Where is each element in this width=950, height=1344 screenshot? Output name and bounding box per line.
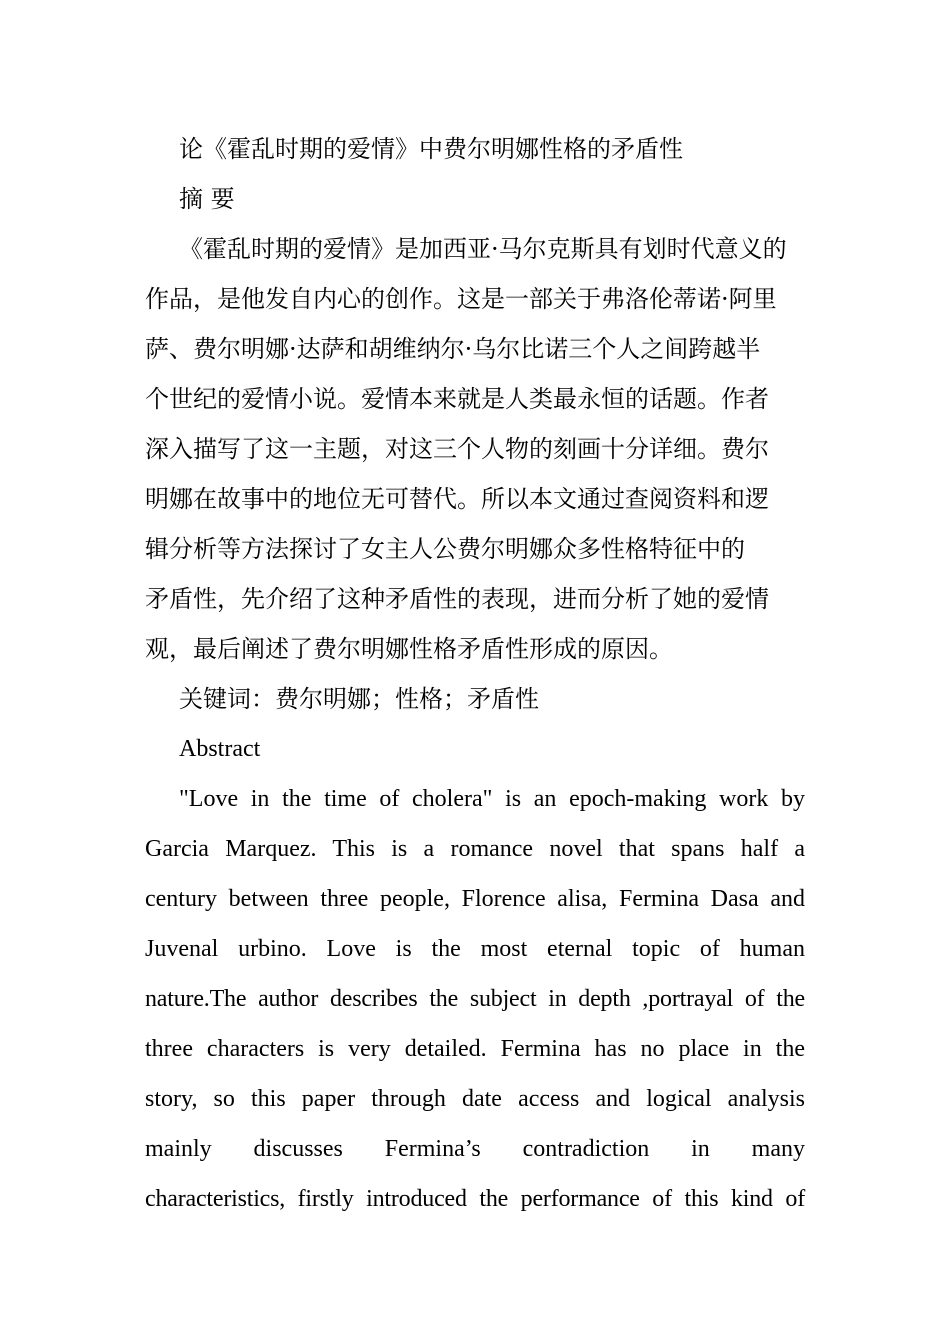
abstract-line-en: Garcia Marquez. This is a romance novel that spans half a (145, 836, 805, 862)
abstract-line-cn: 深入描写了这一主题，对这三个人物的刻画十分详细。费尔 (145, 435, 769, 463)
abstract-line-en: three characters is very detailed. Fermina has no place in the (145, 1036, 805, 1062)
abstract-line-cn: 作品，是他发自内心的创作。这是一部关于弗洛伦蒂诺·阿里 (145, 285, 777, 313)
abstract-line-en: story, so this paper through date access and logical analysis (145, 1086, 805, 1112)
abstract-line-cn: 个世纪的爱情小说。爱情本来就是人类最永恒的话题。作者 (145, 385, 769, 413)
abstract-line-cn: 矛盾性，先介绍了这种矛盾性的表现，进而分析了她的爱情 (145, 585, 769, 613)
abstract-line-en: characteristics, firstly introduced the performance of this kind of (145, 1186, 805, 1212)
abstract-line-cn: 观，最后阐述了费尔明娜性格矛盾性形成的原因。 (145, 635, 673, 663)
abstract-line-en: mainly discusses Fermina’s contradiction in many (145, 1136, 805, 1162)
abstract-line-cn: 辑分析等方法探讨了女主人公费尔明娜众多性格特征中的 (145, 535, 745, 563)
document-content (145, 124, 805, 1224)
abstract-line-cn: 《霍乱时期的爱情》是加西亚·马尔克斯具有划时代意义的 (179, 235, 787, 263)
abstract-heading-en: Abstract (179, 736, 261, 762)
paper-title: 论《霍乱时期的爱情》中费尔明娜性格的矛盾性 (179, 135, 683, 163)
abstract-line-en: "Love in the time of cholera" is an epoch-making work by (179, 786, 805, 812)
keywords-cn: 关键词：费尔明娜；性格；矛盾性 (179, 685, 539, 713)
abstract-line-en: Juvenal urbino. Love is the most eternal topic of human (145, 936, 805, 962)
abstract-line-cn: 萨、费尔明娜·达萨和胡维纳尔·乌尔比诺三个人之间跨越半 (145, 335, 761, 363)
abstract-line-en: century between three people, Florence alisa, Fermina Dasa and (145, 886, 805, 912)
abstract-heading-cn: 摘 要 (179, 185, 235, 213)
abstract-line-en: nature.The author describes the subject in depth ,portrayal of the (145, 986, 805, 1012)
abstract-line-cn: 明娜在故事中的地位无可替代。所以本文通过查阅资料和逻 (145, 485, 769, 513)
